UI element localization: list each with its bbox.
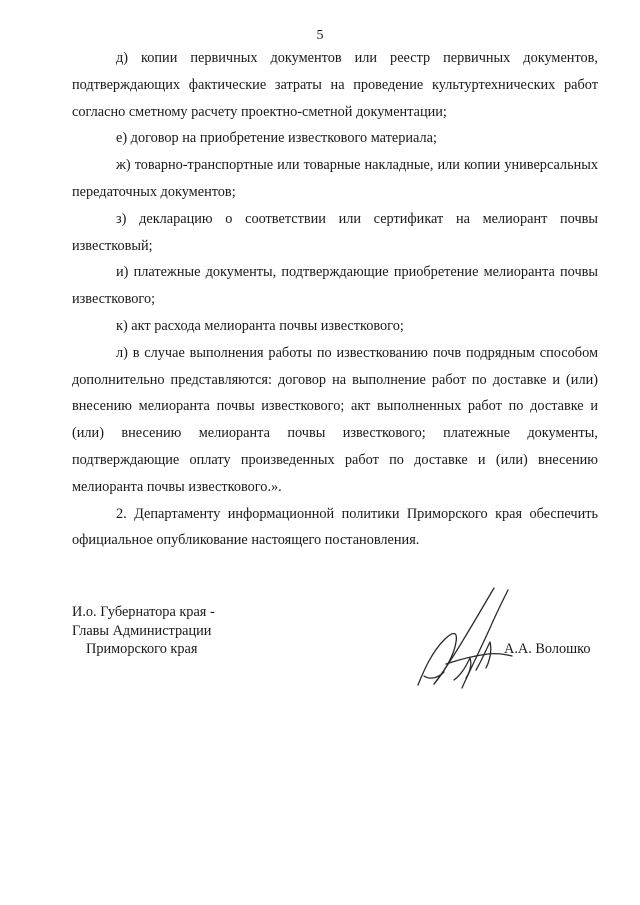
signer-name: А.А. Волошко xyxy=(504,641,591,657)
signatory-title xyxy=(72,603,215,659)
paragraph-i: и) платежные документы, подтверждающие приобретение мелиоранта почвы известкового; xyxy=(72,264,598,308)
paragraph-z: з) декларацию о соответствии или сертификат на мелиорант почвы известковый; xyxy=(72,210,598,254)
document-body xyxy=(72,45,598,554)
handwritten-signature xyxy=(410,580,520,700)
signatory-title-line-1: И.о. Губернатора края - xyxy=(72,604,215,620)
page-number: 5 xyxy=(316,28,324,43)
paragraph-zh: ж) товарно-транспортные или товарные накладные, или копии универсальных передаточных документов; xyxy=(72,157,598,200)
paragraph-k: к) акт расхода мелиоранта почвы известкового; xyxy=(116,317,404,334)
paragraph-e: е) договор на приобретение известкового материала; xyxy=(116,130,437,147)
paragraph-d: д) копии первичных документов или реестр первичных документов, подтверждающих фактические затраты на проведение культуртехнических работ согласно сметному расчету проектно-сметной документации; xyxy=(72,50,598,120)
signatory-title-line-2: Главы Администрации xyxy=(72,622,212,639)
paragraph-l: л) в случае выполнения работы по известкованию почв подрядным способом дополнительно представляются: договор на выполнение работ по доставке и (или) внесению мелиоранта почвы известкового; акт выполненных работ по доставке и (или) внесению мелиоранта почвы известкового; платежные документы, подтверждающие оплату произведенных работ по доставке и (или) внесению мелиоранта почвы известкового.». xyxy=(72,344,598,495)
signatory-title-line-3: Приморского края xyxy=(86,641,198,657)
paragraph-item-2: 2. Департаменту информационной политики Приморского края обеспечить официальное опубликование настоящего постановления. xyxy=(72,505,598,549)
